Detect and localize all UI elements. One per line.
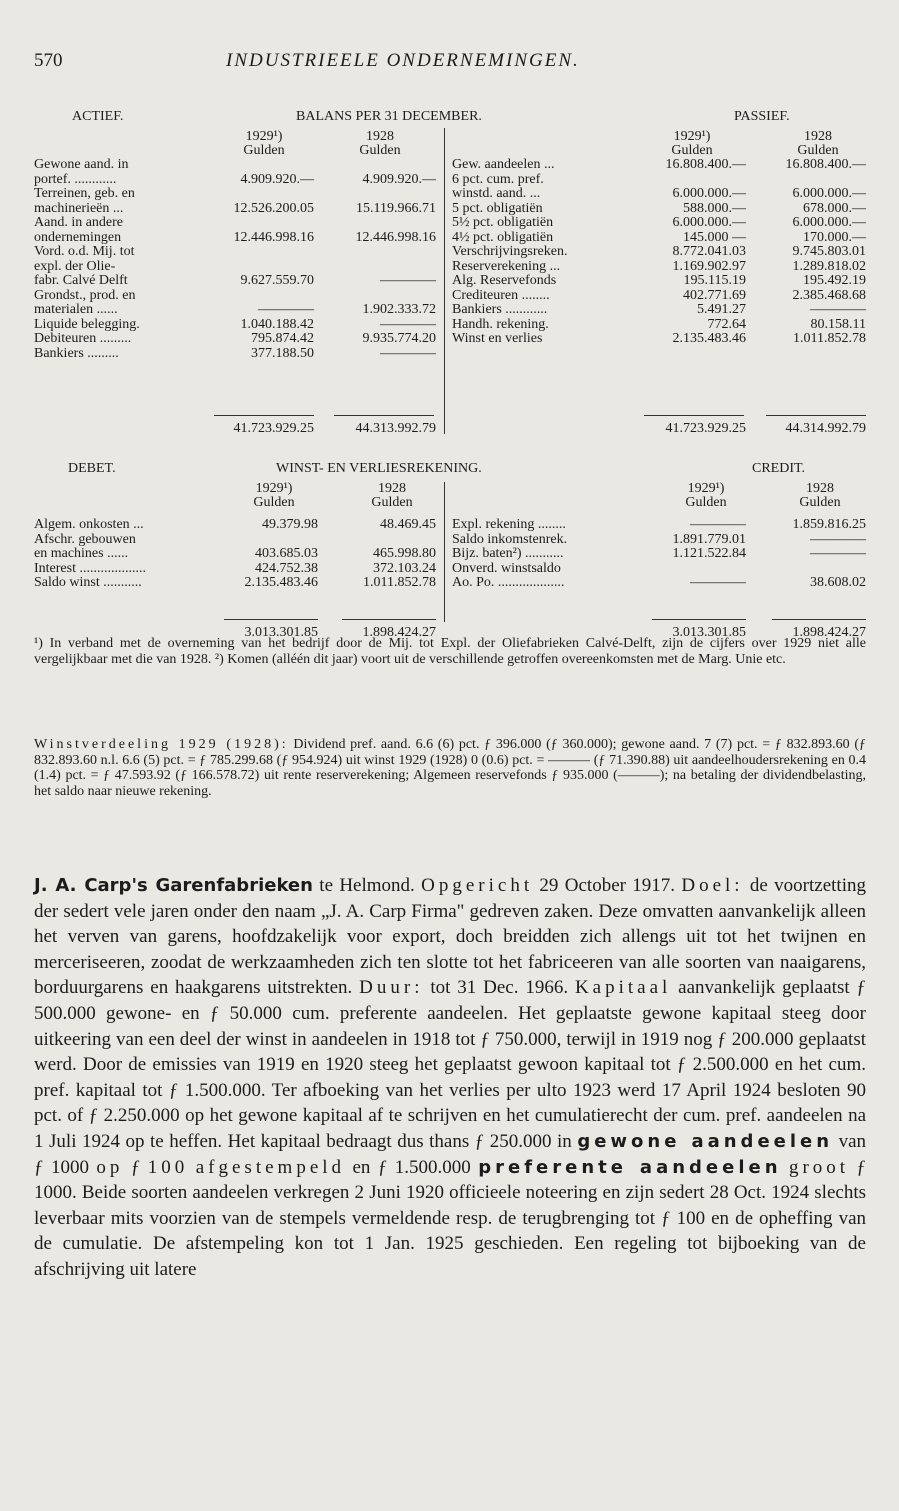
amount-previous: ————: [810, 546, 866, 561]
activa-label: Vord. o.d. Mij. tot: [34, 244, 135, 259]
activa-label: Grondst., prod. en: [34, 287, 136, 303]
amount-previous: 465.998.80: [373, 546, 436, 561]
amount-current: 2.135.483.46: [244, 575, 318, 590]
amount-current: 2.135.483.46: [672, 331, 746, 346]
amount-previous: 12.446.998.16: [355, 229, 436, 245]
company-text: [188, 1157, 195, 1178]
company-keyword: Duur:: [359, 977, 424, 999]
amount-previous: ————: [380, 273, 436, 288]
amount-previous: 1.289.818.02: [792, 258, 866, 274]
company-keyword: Doel:: [681, 875, 744, 896]
company-name: J. A. Carp's Garenfabrieken: [34, 875, 313, 896]
amount-current: 12.526.200.05: [233, 200, 314, 216]
amount-previous: 48.469.45: [380, 517, 436, 532]
amount-previous: ————: [380, 316, 436, 332]
activa-label: fabr. Calvé Delft: [34, 273, 128, 288]
amount-previous: 372.103.24: [373, 560, 436, 576]
col-unit: Gulden: [685, 495, 727, 510]
amount-current: 9.627.559.70: [240, 273, 314, 288]
balance-divider: [444, 128, 445, 434]
amount-current: 16.808.400.—: [665, 157, 746, 172]
company-emphasis: preferente aandeelen: [478, 1156, 782, 1178]
total-rule: [644, 415, 744, 416]
passiva-label: 4½ pct. obligatiën: [452, 229, 554, 245]
amount-previous: 1.011.852.78: [793, 331, 866, 346]
passiva-label: Gew. aandeelen ...: [452, 157, 555, 172]
activa-label: ondernemingen: [34, 229, 122, 245]
amount-previous: 9.935.774.20: [362, 331, 436, 346]
profit-distribution: [34, 737, 866, 799]
amount-current: 1.121.522.84: [672, 546, 746, 561]
amount-previous: 6.000.000.—: [792, 186, 866, 201]
company-emphasis: gewone aandeelen: [577, 1130, 834, 1152]
activa-label: materialen ......: [34, 302, 118, 317]
credit-label: Ao. Po. ...................: [452, 575, 565, 590]
col-unit: Gulden: [359, 143, 401, 158]
amount-current: 6.000.000.—: [672, 186, 746, 201]
profit-loss-account: [34, 460, 866, 640]
company-text: de voortzetting der sedert vele jaren onder den naam „J. A. Carp Firma" gedreven zaken. Deze omvatten aanvankelijk alleen het verven van garens, hoofdzakelijk voor export, doch breidden zich allengs uit tot het twijnen en merceriseeren, zoodat de werkzaamheden zich ten slotte tot het fabriceeren van alle soorten van naaigarens, borduurgarens en haakgarens uitstrekten.: [34, 875, 866, 999]
amount-previous: ————: [380, 345, 436, 361]
activa-label: portef. ............: [34, 171, 117, 187]
amount-current: 588.000.—: [683, 200, 746, 216]
company-keyword: groot: [788, 1156, 850, 1178]
debet-label: Algem. onkosten ...: [34, 517, 144, 532]
debet-label: Afschr. gebouwen: [34, 531, 136, 547]
amount-current: 402.771.69: [683, 287, 746, 303]
debet-label: Saldo winst ...........: [34, 575, 142, 590]
credit-label: Onverd. winstsaldo: [452, 560, 561, 576]
company-text: van ƒ 1000: [34, 1130, 867, 1178]
company-text: tot 31 Dec. 1966.: [423, 977, 575, 999]
col-year-previous: 1928: [366, 129, 394, 144]
pl-heading: WINST- EN VERLIESREKENING.: [276, 461, 482, 476]
company-keyword: Opgericht: [421, 875, 534, 896]
amount-current: 1.040.188.42: [240, 316, 314, 332]
debet-total-previous: 1.898.424.27: [362, 625, 436, 640]
col-year-current: 1929¹): [245, 129, 283, 144]
total-rule: [224, 619, 318, 620]
amount-previous: 678.000.—: [803, 200, 866, 216]
amount-current: 4.909.920.—: [240, 171, 314, 187]
activa-label: expl. der Olie-: [34, 258, 116, 274]
amount-current: 195.115.19: [683, 273, 746, 288]
company-text: [782, 1157, 789, 1178]
company-text: en ƒ 1.500.000: [345, 1156, 479, 1178]
balance-heading: BALANS PER 31 DECEMBER.: [296, 109, 482, 124]
page-number: 570: [34, 50, 63, 71]
amount-previous: 1.859.816.25: [792, 517, 866, 532]
balance-sheet: [34, 108, 866, 448]
col-year-current: 1929¹): [255, 481, 293, 496]
total-rule: [766, 415, 866, 416]
col-unit: Gulden: [243, 143, 285, 158]
activa-label: Debiteuren .........: [34, 331, 132, 346]
credit-total-current: 3.013.301.85: [672, 625, 746, 640]
credit-label: Saldo inkomstenrek.: [452, 531, 568, 547]
amount-current: 377.188.50: [251, 345, 314, 361]
credit-heading: CREDIT.: [752, 461, 806, 476]
passiva-heading: PASSIEF.: [734, 109, 790, 124]
activa-label: Liquide belegging.: [34, 316, 140, 332]
col-year-current: 1929¹): [673, 129, 711, 144]
company-keyword: afgestempeld: [195, 1156, 346, 1178]
profit-distribution-text: Dividend pref. aand. 6.6 (6) pct. ƒ 396.000 (ƒ 360.000); gewone aand. 7 (7) pct. = ƒ 832.893.60 (ƒ 832.893.60 n.l. 6.6 (5) pct. = ƒ 785.299.68 (ƒ 954.924) uit winst 1929 (1928) 0 (0.6) pct. = ——— (ƒ 71.390.88) uit aandeelhoudersrekening en 0.4 (1.4) pct. = ƒ 47.593.92 (ƒ 166.578.72) uit rente reserverekening; Algemeen reservefonds ƒ 935.000 (———); na betaling der dividendbelasting, het saldo naar nieuwe rekening.: [34, 737, 866, 799]
passiva-label: 6 pct. cum. pref.: [452, 171, 544, 187]
amount-current: 6.000.000.—: [672, 215, 746, 230]
amount-previous: 38.608.02: [810, 575, 866, 590]
running-title: INDUSTRIEELE ONDERNEMINGEN.: [226, 50, 580, 71]
passiva-label: Handh. rekening.: [452, 316, 549, 332]
activa-label: machinerieën ...: [34, 200, 124, 216]
col-year-previous: 1928: [378, 481, 406, 496]
company-keyword: Kapitaal: [574, 977, 672, 999]
pl-divider: [444, 482, 445, 622]
footnote-text: ¹) In verband met de overneming van het bedrijf door de Mij. tot Expl. der Oliefabrieken Calvé-Delft, zijn de cijfers over 1929 niet alle vergelijkbaar met die van 1928. ²) Komen (alléén dit jaar) voort uit de verschillende getroffen overeenkomsten met de Marg. Unie etc.: [34, 636, 866, 667]
page-header: [34, 50, 864, 80]
credit-total-previous: 1.898.424.27: [792, 625, 866, 640]
profit-distribution-lead: Winstverdeeling 1929 (1928):: [34, 737, 289, 752]
amount-current: 12.446.998.16: [233, 229, 314, 245]
total-rule: [334, 415, 434, 416]
company-text: 29 October 1917.: [533, 875, 682, 896]
passiva-total-current: 41.723.929.25: [665, 421, 746, 436]
amount-previous: 1.011.852.78: [363, 575, 436, 590]
amount-previous: ————: [810, 531, 866, 547]
col-unit: Gulden: [799, 495, 841, 510]
credit-label: Bijz. baten²) ...........: [452, 546, 564, 561]
amount-previous: 2.385.468.68: [792, 287, 866, 303]
col-year-current: 1929¹): [687, 481, 725, 496]
activa-label: Bankiers .........: [34, 345, 119, 361]
activa-total-previous: 44.313.992.79: [355, 421, 436, 436]
amount-previous: 195.492.19: [803, 273, 866, 288]
activa-label: Aand. in andere: [34, 215, 124, 230]
col-unit: Gulden: [371, 495, 413, 510]
col-year-previous: 1928: [804, 129, 832, 144]
amount-current: 795.874.42: [251, 331, 314, 346]
passiva-label: 5½ pct. obligatiën: [452, 215, 554, 230]
company-text: aanvankelijk geplaatst ƒ 500.000 gewone- en ƒ 50.000 cum. preferente aandeelen. Het geplaatste gewone kapitaal steeg door uitkeering van een deel der winst in aandeelen in 1918 tot ƒ 750.000, terwijl in 1919 nog ƒ 200.000 geplaatst werd. Door de emissies van 1919 en 1920 steeg het geplaatst gewoon kapitaal tot ƒ 2.500.000 en het cum. pref. kapitaal tot ƒ 1.500.000. Ter afboeking van het verlies per ulto 1923 werd 17 April 1924 besloten 90 pct. of ƒ 2.250.000 op het gewone kapitaal af te schrijven en het cumulatierecht der cum. pref. aandeelen na 1 Juli 1924 op te heffen. Het kapitaal bedraagt dus thans ƒ 250.000 in: [34, 977, 866, 1152]
amount-current: 1.169.902.97: [672, 258, 746, 274]
debet-heading: DEBET.: [68, 461, 116, 476]
amount-current: 5.491.27: [697, 302, 746, 317]
amount-current: ————: [690, 517, 746, 532]
amount-previous: 1.902.333.72: [362, 302, 436, 317]
passiva-label: Alg. Reservefonds: [452, 273, 557, 288]
passiva-label: 5 pct. obligatiën: [452, 200, 543, 216]
amount-previous: 80.158.11: [810, 316, 866, 332]
amount-previous: 6.000.000.—: [792, 215, 866, 230]
company-text: ƒ 1000. Beide soorten aandeelen verkregen 2 Juni 1920 officieele noteering en zijn sedert 28 Oct. 1924 slechts leverbaar mits voorzien van de stempels vermeldende resp. de terugbrenging tot ƒ 100 en de opheffing van de cumulatie. De afstempeling kon tot 1 Jan. 1925 geschieden. Een regeling tot bijboeking van de afschrijving uit latere: [34, 1156, 867, 1280]
total-rule: [214, 415, 314, 416]
activa-heading: ACTIEF.: [72, 109, 124, 124]
col-unit: Gulden: [671, 143, 713, 158]
debet-total-current: 3.013.301.85: [244, 625, 318, 640]
amount-current: 772.64: [707, 316, 746, 332]
amount-previous: 9.745.803.01: [792, 244, 866, 259]
footnote: [34, 636, 866, 667]
passiva-label: Winst en verlies: [452, 331, 543, 346]
activa-label: Gewone aand. in: [34, 157, 129, 172]
passiva-label: Bankiers ............: [452, 302, 548, 317]
passiva-label: Verschrijvingsreken.: [452, 244, 568, 259]
debet-label: en machines ......: [34, 546, 129, 561]
col-year-previous: 1928: [806, 481, 834, 496]
company-entry: [34, 873, 866, 1283]
col-unit: Gulden: [797, 143, 839, 158]
amount-previous: ————: [810, 302, 866, 317]
amount-previous: 170.000.—: [803, 229, 866, 245]
amount-previous: 4.909.920.—: [362, 171, 436, 187]
activa-label: Terreinen, geb. en: [34, 186, 135, 201]
amount-current: 8.772.041.03: [672, 244, 746, 259]
amount-current: 403.685.03: [255, 546, 318, 561]
amount-current: 49.379.98: [262, 517, 318, 532]
company-text: ƒ: [123, 1156, 148, 1178]
debet-label: Interest ...................: [34, 560, 146, 576]
amount-previous: 16.808.400.—: [785, 157, 866, 172]
amount-current: 145.000 —: [683, 229, 746, 245]
amount-current: ————: [258, 302, 314, 317]
passiva-total-previous: 44.314.992.79: [785, 421, 866, 436]
company-keyword: op: [96, 1156, 124, 1178]
passiva-label: winstd. aand. ...: [452, 186, 541, 201]
amount-current: 1.891.779.01: [672, 531, 746, 547]
amount-previous: 15.119.966.71: [356, 200, 436, 216]
total-rule: [652, 619, 746, 620]
passiva-label: Reserverekening ...: [452, 258, 561, 274]
col-unit: Gulden: [253, 495, 295, 510]
total-rule: [342, 619, 436, 620]
company-keyword: 100: [147, 1156, 189, 1178]
total-rule: [772, 619, 866, 620]
passiva-label: Crediteuren ........: [452, 287, 550, 303]
company-text: te Helmond.: [312, 875, 422, 896]
activa-total-current: 41.723.929.25: [233, 421, 314, 436]
credit-label: Expl. rekening ........: [452, 517, 566, 532]
amount-current: 424.752.38: [255, 560, 318, 576]
amount-current: ————: [690, 575, 746, 590]
